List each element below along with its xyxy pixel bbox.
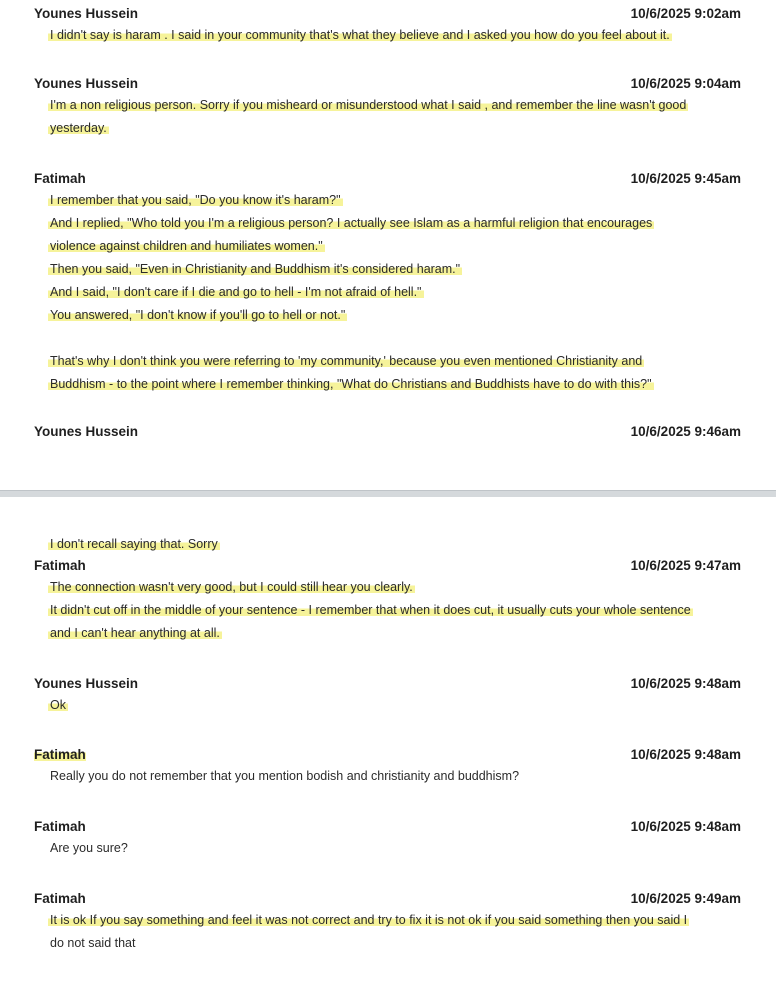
message-line: I don't recall saying that. Sorry (50, 537, 218, 551)
timestamp: 10/6/2025 9:48am (630, 676, 741, 691)
message-line: It is ok If you say something and feel it was not correct and try to fix it is not ok if you said something then you said I (50, 913, 688, 927)
message-line: I'm a non religious person. Sorry if you misheard or misunderstood what I said , and remember the line wasn't good (50, 98, 687, 112)
message-line: and I can't hear anything at all. (50, 626, 220, 640)
message-0 (0, 6, 776, 47)
message-line: I remember that you said, "Do you know it's haram?" (50, 193, 341, 207)
message-line: yesterday. (50, 121, 107, 135)
message-line: And I said, "I don't care if I die and go to hell - I'm not afraid of hell." (50, 285, 422, 299)
sender-name: Younes Hussein (34, 676, 139, 691)
timestamp: 10/6/2025 9:49am (630, 891, 741, 906)
message-line: do not said that (50, 936, 136, 950)
timestamp: 10/6/2025 9:47am (630, 558, 741, 573)
sender-name: Fatimah (34, 891, 86, 906)
timestamp: 10/6/2025 9:46am (630, 424, 741, 439)
timestamp: 10/6/2025 9:04am (630, 76, 741, 91)
message-line: Are you sure? (50, 841, 128, 855)
sender-name: Younes Hussein (34, 76, 139, 91)
message-line: Really you do not remember that you mention bodish and christianity and buddhism? (50, 769, 520, 783)
message-line: violence against children and humiliates women." (50, 239, 323, 253)
message-7 (0, 747, 776, 788)
message-3 (0, 424, 776, 442)
sender-name: Younes Hussein (34, 424, 139, 439)
message-2 (0, 171, 776, 396)
sender-name: Fatimah (34, 558, 86, 573)
message-line (0, 327, 776, 350)
message-line: And I replied, "Who told you I'm a religious person? I actually see Islam as a harmful religion that encourages (50, 216, 653, 230)
message-line: The connection wasn't very good, but I could still hear you clearly. (50, 580, 413, 594)
timestamp: 10/6/2025 9:48am (630, 819, 741, 834)
message-1 (0, 76, 776, 140)
message-5 (0, 558, 776, 645)
message-line: Then you said, "Even in Christianity and Buddhism it's considered haram." (50, 262, 461, 276)
sender-name: Fatimah (34, 171, 86, 186)
sender-name: Younes Hussein (34, 6, 139, 21)
message-line: Buddhism - to the point where I remember thinking, "What do Christians and Buddhists have to do with this?" (50, 377, 652, 391)
message-4 (0, 533, 776, 556)
message-line: It didn't cut off in the middle of your sentence - I remember that when it does cut, it usually cuts your whole sentence (50, 603, 691, 617)
transcript-page-1 (0, 0, 776, 490)
timestamp: 10/6/2025 9:48am (630, 747, 741, 762)
message-line: Ok (50, 698, 66, 712)
message-9 (0, 891, 776, 955)
message-8 (0, 819, 776, 860)
sender-name: Fatimah (34, 747, 86, 762)
timestamp: 10/6/2025 9:45am (630, 171, 741, 186)
message-line: I didn't say is haram . I said in your community that's what they believe and I asked you how do you feel about it. (50, 28, 670, 42)
transcript-page-2 (0, 496, 776, 1000)
message-line: That's why I don't think you were referring to 'my community,' because you even mentioned Christianity and (50, 354, 643, 368)
message-line: You answered, "I don't know if you'll go to hell or not." (50, 308, 346, 322)
message-6 (0, 676, 776, 717)
sender-name: Fatimah (34, 819, 86, 834)
timestamp: 10/6/2025 9:02am (630, 6, 741, 21)
